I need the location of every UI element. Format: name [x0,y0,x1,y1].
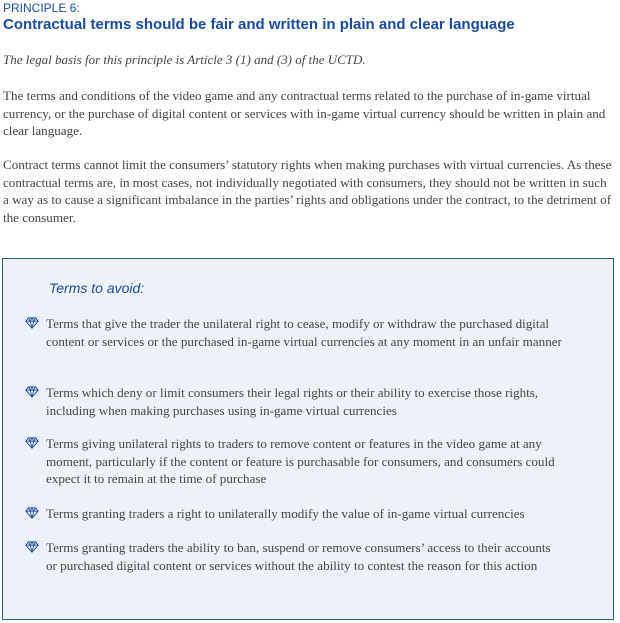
diamond-icon [25,437,39,449]
term-text: Terms granting traders a right to unilaterally modify the value of in-game virtual currencies [46,506,525,521]
diamond-icon [25,541,39,553]
diamond-icon [25,507,39,519]
page-title: Contractual terms should be fair and written in plain and clear language [3,16,515,33]
paragraph-statutory-rights: Contract terms cannot limit the consumers’ statutory rights when making purchases with virtual currencies. As these contractual terms are, in most cases, not individually negotiated with consumers, they should not be written in such a way as to cause a significant imbalance in the parties’ rights and obligations under the contract, to the detriment of the consumer. [3,157,612,225]
term-text: Terms that give the trader the unilateral right to cease, modify or withdraw the purchased digital content or services or the purchased in-game virtual currencies at any moment in an unfair manner [46,316,562,349]
term-text: Terms giving unilateral rights to traders to remove content or features in the video game at any moment, particularly if the content or feature is purchasable for consumers, and consumers could expect it to remain at the time of purchase [46,436,555,487]
diamond-icon [25,386,39,398]
terms-to-avoid-title: Terms to avoid: [49,280,145,296]
diamond-icon [25,317,39,329]
paragraph-plain-language: The terms and conditions of the video game and any contractual terms related to the purchase of in-game virtual currency, or the purchase of digital content or services with in-game virtual currency should be written in plain and clear language. [3,88,606,139]
principle-label: PRINCIPLE 6: [3,1,80,15]
term-text: Terms which deny or limit consumers their legal rights or their ability to exercise those rights, including when making purchases using in-game virtual currencies [46,385,539,418]
terms-to-avoid-box [2,258,614,620]
legal-basis: The legal basis for this principle is Article 3 (1) and (3) of the UCTD. [3,52,366,67]
term-text: Terms granting traders the ability to ban, suspend or remove consumers’ access to their accounts or purchased digital content or services without the ability to contest the reason for this action [46,540,551,573]
